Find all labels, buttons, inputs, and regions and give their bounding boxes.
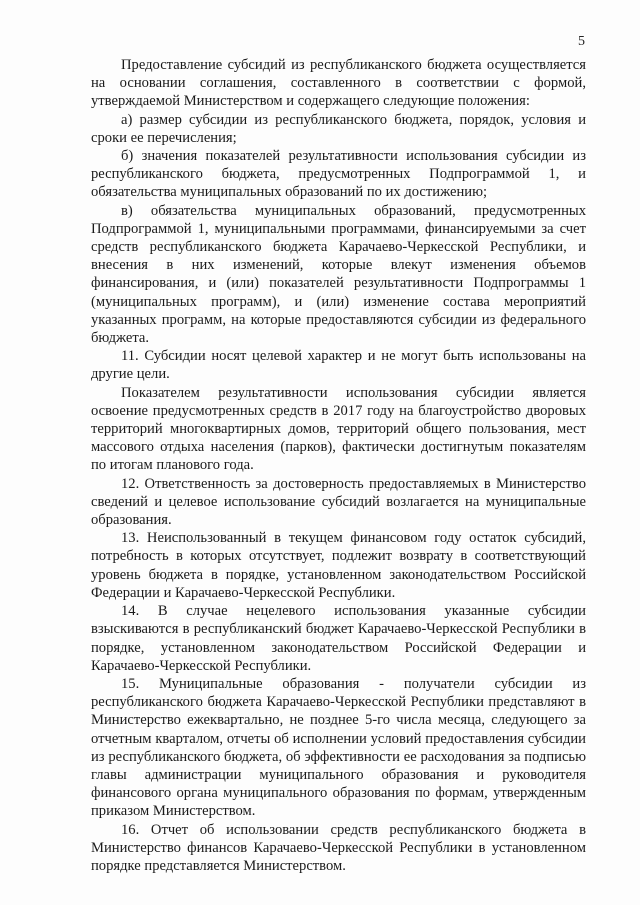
paragraph-16: 16. Отчет об использовании средств республиканского бюджета в Министерство финансов Карачаево-Черкесской Республики в установленном порядке представляется Министерством. (91, 821, 586, 874)
paragraph-15: 15. Муниципальные образования - получатели субсидии из республиканского бюджета Карачаево-Черкесской Республики представляют в Министерство ежеквартально, не позднее 5-го числа месяца, следующего за отчетным кварталом, отчеты об исполнении условий предоставления субсидии из республиканского бюджета, об эффективности ее расходования за подписью главы администрации муниципального образования и руководителя финансового органа муниципального образования по формам, утвержденным приказом Министерством. (91, 675, 586, 820)
paragraph-item-v: в) обязательства муниципальных образований, предусмотренных Подпрограммой 1, муниципальными программами, финансируемыми за счет средств республиканского бюджета Карачаево-Черкесской Республики, и внесения в них изменений, которые влекут изменения объемов финансирования, и (или) показателей результативности Подпрограммы 1 (муниципальных программ), и (или) изменение состава мероприятий указанных программ, на которые предоставляются субсидии из федерального бюджета. (91, 202, 586, 347)
paragraph-14: 14. В случае нецелевого использования указанные субсидии взыскиваются в республиканский бюджет Карачаево-Черкесской Республики в порядке, установленном законодательством Российской Федерации и Карачаево-Черкесской Республики. (91, 603, 586, 674)
document-body (91, 56, 586, 875)
paragraph-item-b: б) значения показателей результативности использования субсидии из республиканского бюджета, предусмотренных Подпрограммой 1, и обязательства муниципальных образований по их достижению; (91, 148, 586, 201)
page-number: 5 (578, 34, 585, 49)
paragraph-indicator: Показателем результативности использования субсидии является освоение предусмотренных средств в 2017 году на благоустройство дворовых территорий многоквартирных домов, территорий общего пользования, мест массового отдыха населения (парков), фактически достигнутым показателям по итогам планового года. (91, 384, 586, 474)
paragraph-13: 13. Неиспользованный в текущем финансовом году остаток субсидий, потребность в которых отсутствует, подлежит возврату в соответствующий уровень бюджета в порядке, установленном законодательством Российской Федерации и Карачаево-Черкесской Республики. (91, 530, 586, 601)
paragraph-12: 12. Ответственность за достоверность предоставляемых в Министерство сведений и целевое использование субсидий возлагается на муниципальные образования. (91, 475, 586, 529)
paragraph-11: 11. Субсидии носят целевой характер и не могут быть использованы на другие цели. (91, 348, 586, 383)
paragraph-intro: Предоставление субсидий из республиканского бюджета осуществляется на основании соглашения, составленного в соответствии с формой, утверждаемой Министерством и содержащего следующие положения: (91, 57, 586, 110)
paragraph-item-a: а) размер субсидии из республиканского бюджета, порядок, условия и сроки ее перечисления; (91, 111, 586, 146)
